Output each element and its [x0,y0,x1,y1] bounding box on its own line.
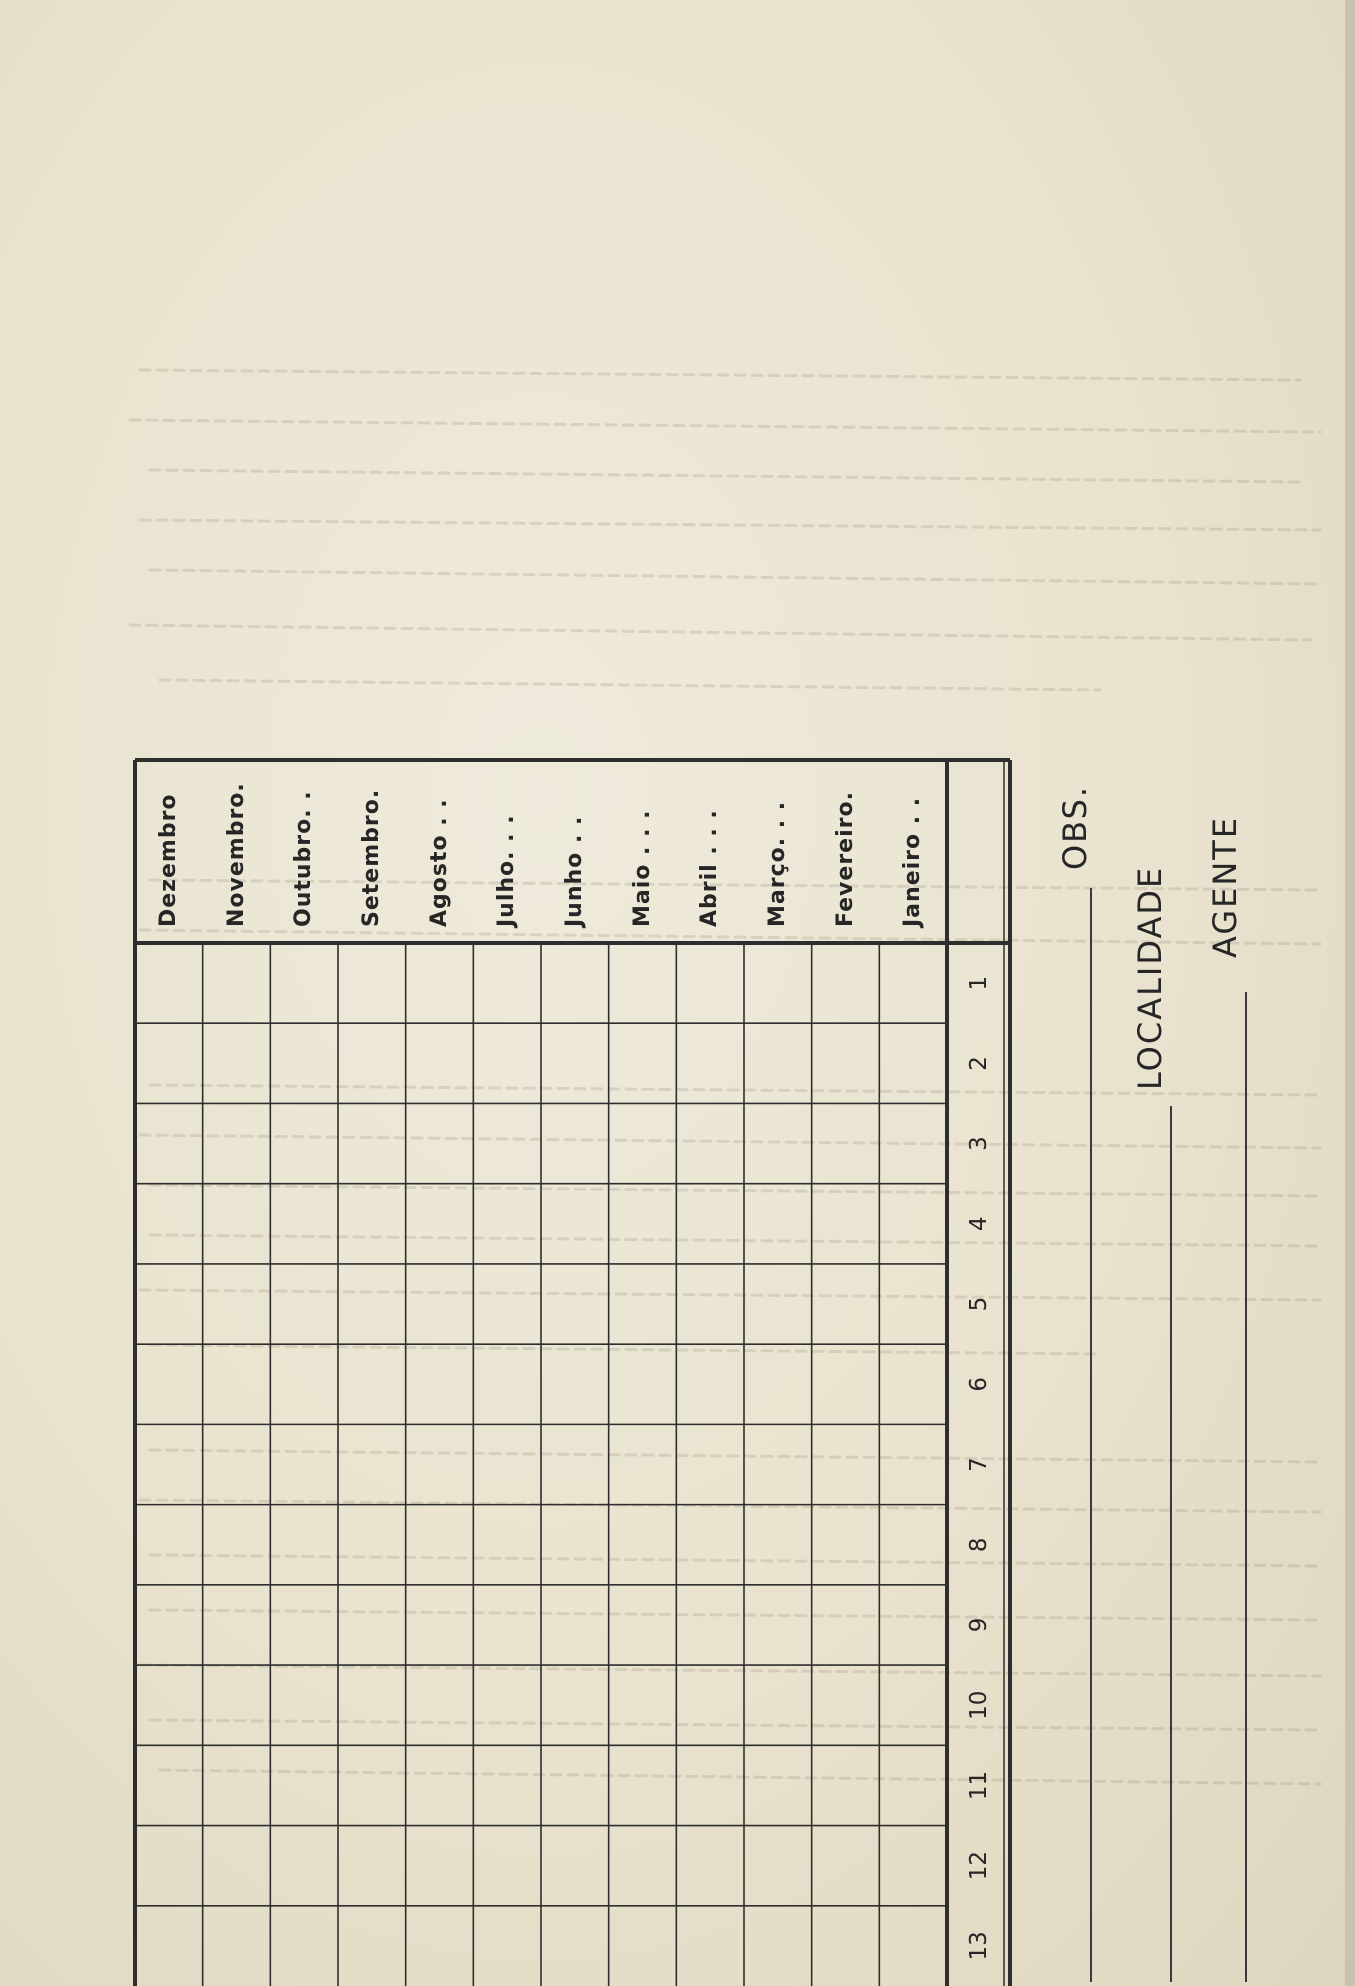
day-number: 6 [965,1376,992,1392]
day-number: 10 [965,1690,992,1720]
day-number: 11 [965,1770,992,1801]
day-number: 12 [965,1851,992,1881]
month-label: Outubro. . [291,790,317,927]
day-number: 3 [965,1136,992,1151]
month-label: Julho. . . [494,814,520,927]
day-number: 4 [965,1216,992,1232]
day-number: 5 [965,1296,992,1312]
day-number: 8 [965,1537,992,1553]
day-number: 13 [965,1931,992,1961]
month-label: Novembro. [223,782,249,927]
day-number: 9 [965,1617,992,1633]
month-label: Agosto . . [426,798,452,927]
day-number: 2 [965,1056,992,1071]
agente-label: AGENTE [1206,815,1244,958]
month-label: Junho . . [561,815,587,927]
month-label: Janeiro . . [900,796,926,927]
month-label: Abril . . . [697,809,723,927]
obs-label: OBS. [1056,784,1094,870]
month-label: Fevereiro. [832,791,858,927]
localidade-label: LOCALIDADE [1131,865,1169,1090]
day-number: 1 [965,975,992,991]
month-label: Março. . . [764,800,790,927]
month-label: Setembro. [358,788,384,927]
month-label: Dezembro [155,793,181,927]
day-number: 7 [965,1457,992,1472]
month-label: Maio . . . [629,809,655,927]
